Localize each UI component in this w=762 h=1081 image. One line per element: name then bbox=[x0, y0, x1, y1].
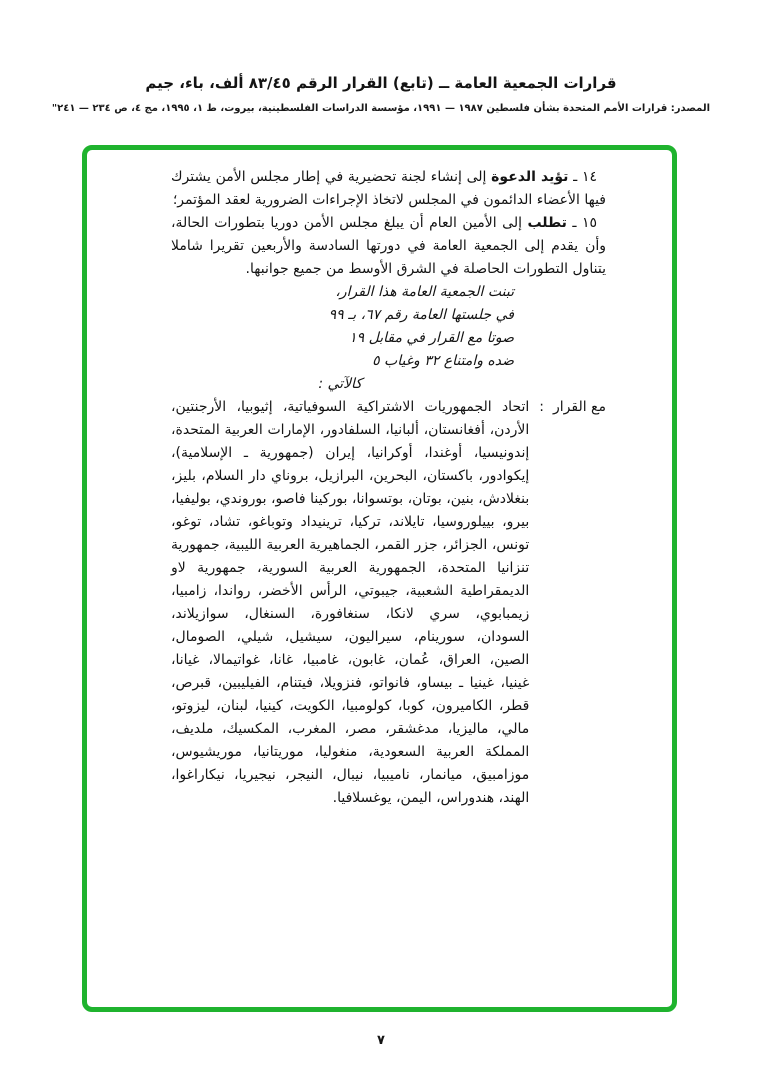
resolution-paragraph-15 bbox=[171, 212, 606, 281]
adoption-line: في جلستها العامة رقم ٦٧، بـ ٩٩ bbox=[328, 307, 514, 323]
paragraph-operative-verb: تطلب bbox=[527, 215, 567, 231]
page-title: قرارات الجمعية العامة ــ (تابع) القرار الرقم ٨٣/٤٥ ألف، باء، جيم bbox=[145, 74, 617, 92]
adoption-note bbox=[171, 281, 514, 396]
vote-label: مع القرار bbox=[552, 399, 606, 415]
vote-record bbox=[171, 396, 606, 810]
page-number: ٧ bbox=[377, 1033, 385, 1048]
paragraph-text: إلى إنشاء لجنة تحضيرية في إطار مجلس الأمن يشترك فيها الأعضاء الدائمون في المجلس لاتخاذ الإجراءات الضرورية لعقد المؤتمر؛ bbox=[171, 169, 606, 208]
adoption-line: تبنت الجمعية العامة هذا القرار، bbox=[335, 284, 514, 300]
paragraph-number: ١٤ ـ bbox=[568, 169, 597, 185]
country-list: اتحاد الجمهوريات الاشتراكية السوفياتية، إثيوبيا، الأرجنتين، الأردن، أفغانستان، ألبانيا، السلفادور، الإمارات العربية المتحدة، إندونيسيا، أوغندا، أوكرانيا، إيران (جمهورية ـ الإسلامية)، إيكوادور، باكستان، البحرين، البرازيل، بروناي دار السلام، بليز، بنغلادش، بنين، بوتان، بوتسوانا، بوركينا فاصو، بوروندي، بوليفيا، بيرو، بييلوروسيا، تايلاند، تركيا، ترينيداد وتوباغو، تشاد، توغو، تونس، الجزائر، جزر القمر، الجماهيرية العربية الليبية، جمهورية تنزانيا المتحدة، الجمهورية العربية السورية، جمهورية لاو الديمقراطية الشعبية، جيبوتي، الرأس الأخضر، رواندا، زامبيا، زيمبابوي، سري لانكا، سنغافورة، السنغال، سوازيلاند، السودان، سورينام، سيراليون، سيشيل، شيلي، الصومال، الصين، العراق، عُمان، غابون، غامبيا، غانا، غواتيمالا، غيانا، غينيا، غينيا ـ بيساو، فانواتو، فنزويلا، فيتنام، الفيليبين، قبرص، قطر، الكاميرون، كوبا، كولومبيا، الكويت، كينيا، لبنان، ليزوتو، مالي، ماليزيا، مدغشقر، مصر، المغرب، المكسيك، ملديف، المملكة العربية السعودية، منغوليا، موريتانيا، موريشيوس، موزامبيق، ميانمار، ناميبيا، نيبال، النيجر، نيجيريا، نيكاراغوا، الهند، هندوراس، اليمن، يوغسلافيا. bbox=[171, 399, 530, 806]
adoption-line: صوتا مع القرار في مقابل ١٩ bbox=[349, 330, 514, 346]
adoption-line: كالآتي : bbox=[318, 376, 362, 392]
resolution-paragraph-14 bbox=[171, 166, 606, 212]
adoption-line: ضده وامتناع ٣٢ وغياب ٥ bbox=[372, 353, 514, 369]
resolution-frame bbox=[82, 145, 677, 1012]
paragraph-operative-verb: تؤيد الدعوة bbox=[491, 169, 569, 185]
vote-label-separator: : bbox=[539, 399, 544, 415]
source-citation: المصدر: قرارات الأمم المتحدة بشأن فلسطين ١٩٨٧ — ١٩٩١، مؤسسة الدراسات الفلسطينية، بيروت، ط ١، ١٩٩٥، مج ٤، ص ٢٣٤ — ٢٤١" bbox=[51, 103, 711, 114]
paragraph-number: ١٥ ـ bbox=[566, 215, 597, 231]
paragraph-text: إلى الأمين العام أن يبلغ مجلس الأمن دوريا بتطورات الحالة، وأن يقدم إلى الجمعية العامة في دورتها السادسة والأربعين تقريرا شاملا يتناول التطورات الحاصلة في الشرق الأوسط من جميع جوانبها. bbox=[171, 215, 606, 277]
